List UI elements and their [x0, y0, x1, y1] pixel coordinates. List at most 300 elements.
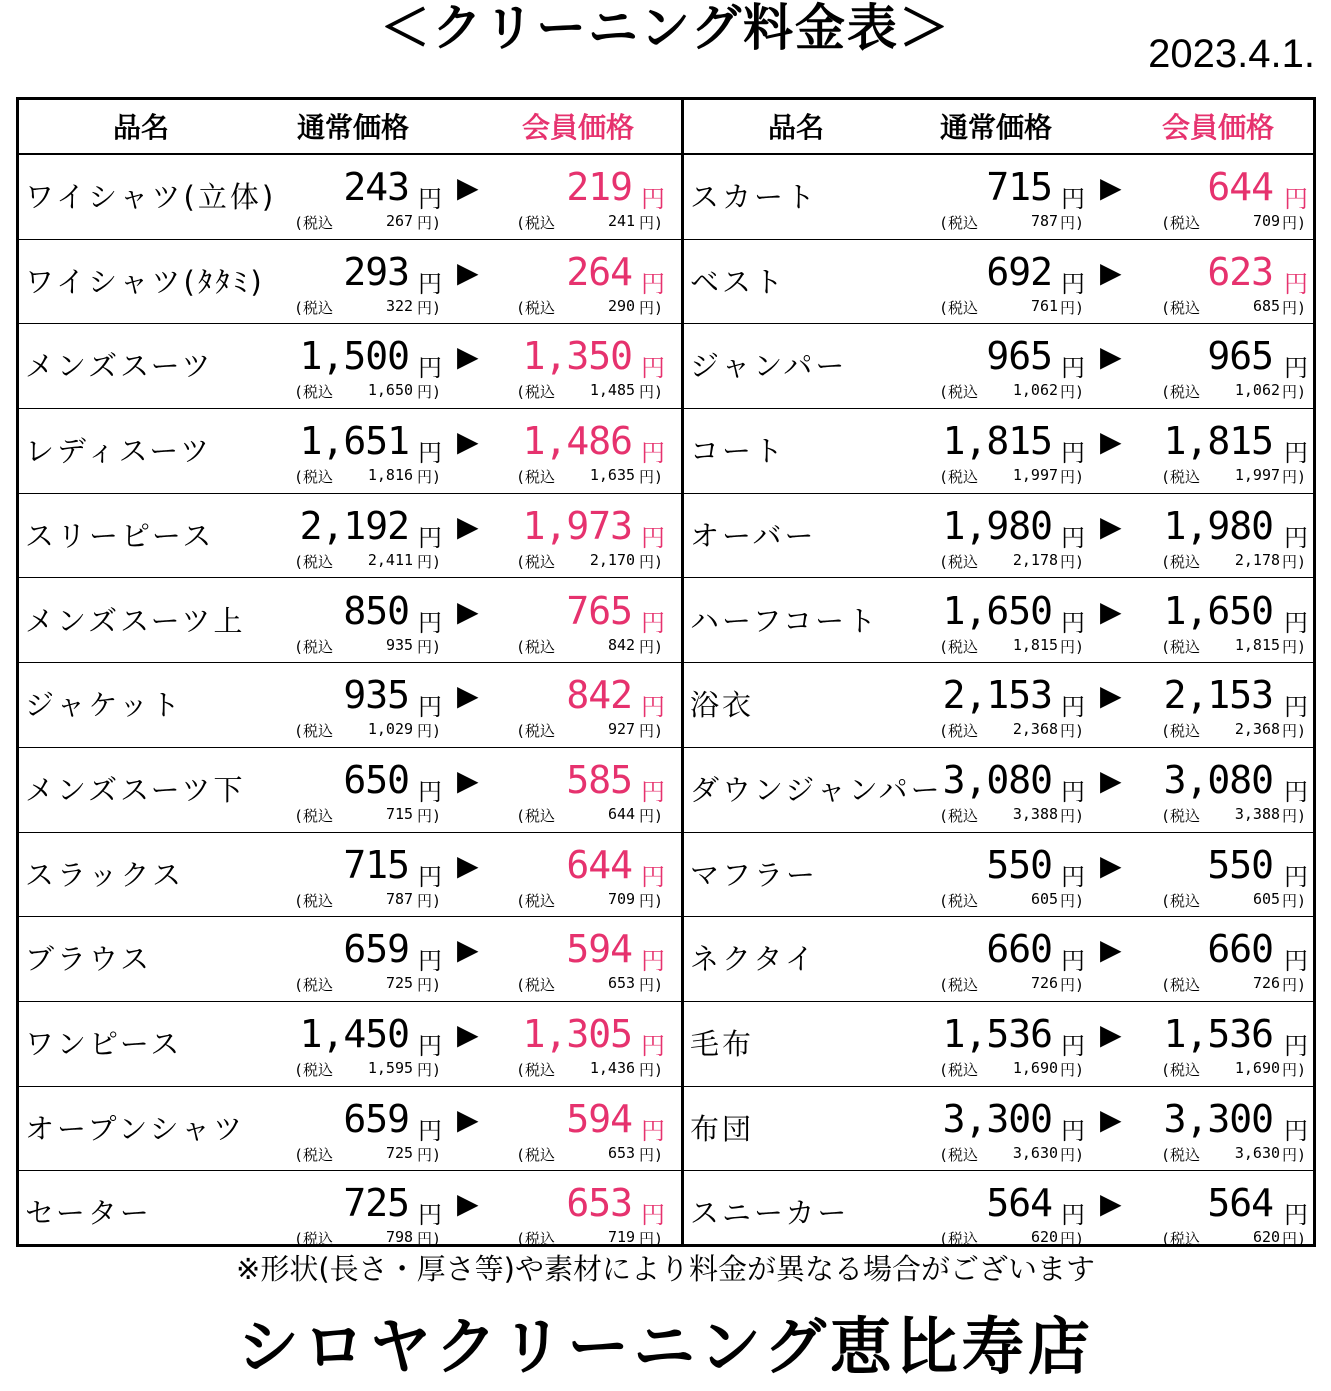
tax-prefix: (税込	[1161, 722, 1201, 741]
tax-prefix: (税込	[516, 1145, 556, 1164]
member-tax-price	[1161, 635, 1281, 657]
regular-price: 1,450	[299, 1012, 409, 1056]
tax-suffix: 円)	[1282, 1145, 1307, 1164]
tax-value: 842	[607, 635, 636, 654]
yen-unit: 円	[418, 693, 442, 722]
member-price: 644	[1207, 165, 1273, 209]
regular-tax-price	[294, 466, 414, 487]
tax-suffix: 円)	[1060, 214, 1085, 232]
tax-value: 725	[385, 974, 414, 993]
member-price: 594	[566, 1096, 632, 1141]
yen-unit: 円	[1061, 693, 1085, 722]
regular-tax-price	[939, 974, 1059, 995]
tax-value: 1,595	[367, 1059, 414, 1077]
member-price: 1,305	[522, 1012, 632, 1056]
member-tax-price	[516, 550, 636, 572]
tax-value: 1,815	[1012, 635, 1059, 654]
regular-tax-price	[294, 1143, 414, 1165]
item-name: ハーフコート	[690, 603, 880, 638]
item-name: 布団	[690, 1111, 755, 1146]
regular-tax-price	[294, 720, 414, 741]
arrow-icon: ▶	[457, 255, 479, 289]
tax-suffix: 円)	[639, 383, 664, 402]
tax-prefix: (税込	[294, 1061, 334, 1079]
arrow-icon: ▶	[1100, 340, 1122, 374]
member-tax-price	[1161, 1059, 1281, 1080]
table-row	[19, 917, 681, 1002]
tax-value: 2,411	[367, 550, 414, 569]
tax-value: 1,650	[367, 381, 414, 400]
item-name: ネクタイ	[690, 942, 817, 977]
arrow-icon: ▶	[1100, 255, 1122, 289]
tax-suffix: 円)	[639, 891, 664, 910]
tax-suffix: 円)	[639, 1061, 664, 1079]
tax-suffix: 円)	[639, 722, 664, 741]
yen-unit: 円	[418, 777, 442, 806]
tax-suffix: 円)	[1282, 976, 1307, 995]
tax-prefix: (税込	[294, 214, 334, 232]
tax-value: 653	[607, 974, 636, 993]
arrow-icon: ▶	[457, 171, 479, 204]
tax-value: 620	[1252, 1228, 1281, 1247]
tax-suffix: 円)	[639, 214, 664, 232]
tax-prefix: (税込	[294, 806, 334, 825]
regular-price: 660	[986, 927, 1052, 972]
tax-value: 761	[1030, 296, 1059, 315]
regular-price: 550	[986, 842, 1052, 887]
member-tax-price	[516, 296, 636, 318]
arrow-icon: ▶	[1100, 679, 1122, 713]
yen-unit: 円	[418, 1116, 442, 1145]
member-tax-price	[1161, 550, 1281, 572]
table-row	[19, 833, 681, 918]
member-price: 594	[566, 927, 632, 972]
member-price: 3,300	[1163, 1096, 1273, 1141]
tax-prefix: (税込	[1161, 552, 1201, 571]
table-row	[19, 240, 681, 325]
tax-prefix: (税込	[516, 891, 556, 910]
tax-prefix: (税込	[1161, 891, 1201, 910]
member-price: 965	[1207, 334, 1273, 379]
item-name: オープンシャツ	[25, 1111, 246, 1146]
tax-value: 1,436	[589, 1059, 636, 1077]
tax-value: 241	[607, 212, 636, 230]
table-row	[19, 324, 681, 409]
yen-unit: 円	[1284, 185, 1308, 213]
tax-value: 709	[1252, 212, 1281, 230]
arrow-icon: ▶	[457, 1018, 479, 1051]
member-price: 653	[566, 1181, 632, 1226]
tax-prefix: (税込	[939, 1061, 979, 1079]
regular-tax-price	[939, 635, 1059, 657]
tax-suffix: 円)	[417, 1145, 442, 1164]
regular-price: 1,980	[942, 503, 1052, 548]
tax-suffix: 円)	[1060, 468, 1085, 487]
tax-prefix: (税込	[516, 637, 556, 656]
yen-unit: 円	[641, 185, 665, 213]
member-tax-price	[516, 381, 636, 402]
yen-unit: 円	[641, 439, 665, 468]
item-name: ワイシャツ(立体)	[25, 180, 277, 214]
yen-unit: 円	[1061, 862, 1085, 891]
yen-unit: 円	[418, 354, 442, 383]
yen-unit: 円	[641, 947, 665, 976]
member-price: 2,153	[1163, 673, 1273, 718]
item-name: コート	[690, 434, 787, 469]
tax-suffix: 円)	[1060, 1061, 1085, 1079]
tax-value: 3,630	[1012, 1143, 1059, 1162]
regular-price: 1,815	[942, 419, 1052, 464]
regular-price: 715	[986, 165, 1052, 209]
tax-suffix: 円)	[417, 298, 442, 317]
tax-prefix: (税込	[1161, 1061, 1201, 1079]
regular-tax-price	[294, 296, 414, 318]
regular-tax-price	[939, 550, 1059, 572]
tax-prefix: (税込	[294, 1230, 334, 1249]
yen-unit: 円	[418, 608, 442, 637]
regular-price: 1,500	[299, 334, 409, 379]
tax-prefix: (税込	[294, 891, 334, 910]
yen-unit: 円	[641, 269, 665, 298]
member-price: 1,980	[1163, 503, 1273, 548]
arrow-icon: ▶	[1100, 1187, 1122, 1221]
yen-unit: 円	[418, 947, 442, 976]
tax-value: 1,816	[367, 466, 414, 485]
member-price: 550	[1207, 842, 1273, 887]
yen-unit: 円	[418, 1032, 442, 1060]
member-tax-price	[1161, 381, 1281, 402]
tax-prefix: (税込	[939, 1230, 979, 1249]
yen-unit: 円	[1284, 608, 1308, 637]
regular-price: 293	[343, 249, 409, 294]
tax-suffix: 円)	[417, 214, 442, 232]
price-table-left	[19, 100, 681, 1249]
table-row	[19, 1171, 681, 1256]
tax-value: 2,368	[1234, 720, 1281, 739]
tax-prefix: (税込	[516, 1061, 556, 1079]
item-name: ワンピース	[25, 1027, 183, 1061]
member-tax-price	[516, 635, 636, 657]
regular-price: 3,080	[942, 757, 1052, 802]
item-name: 浴衣	[690, 688, 755, 723]
tax-prefix: (税込	[516, 383, 556, 402]
tax-suffix: 円)	[1282, 214, 1307, 232]
yen-unit: 円	[418, 862, 442, 891]
tax-value: 605	[1030, 889, 1059, 908]
tax-value: 1,062	[1234, 381, 1281, 400]
header-name: 品名	[113, 111, 170, 144]
header-member: 会員価格	[522, 111, 635, 144]
member-price: 842	[566, 673, 632, 718]
member-tax-price	[516, 212, 636, 233]
header-regular: 通常価格	[940, 111, 1053, 144]
tax-suffix: 円)	[1060, 722, 1085, 741]
arrow-icon: ▶	[457, 933, 479, 967]
item-name: レディスーツ	[25, 434, 213, 469]
tax-suffix: 円)	[639, 1230, 664, 1249]
arrow-icon: ▶	[1100, 1018, 1122, 1051]
table-row	[684, 917, 1316, 1002]
item-name: スリーピース	[25, 518, 215, 553]
tax-prefix: (税込	[516, 976, 556, 995]
yen-unit: 円	[641, 777, 665, 806]
member-tax-price	[1161, 889, 1281, 911]
yen-unit: 円	[641, 693, 665, 722]
yen-unit: 円	[1284, 354, 1308, 383]
table-row	[684, 324, 1316, 409]
tax-prefix: (税込	[1161, 383, 1201, 402]
member-price: 1,650	[1163, 588, 1273, 633]
tax-suffix: 円)	[1282, 383, 1307, 402]
tax-value: 605	[1252, 889, 1281, 908]
page-title: ＜クリーニング料金表＞	[380, 0, 951, 57]
table-row	[19, 1087, 681, 1172]
member-price: 1,815	[1163, 419, 1273, 464]
tax-suffix: 円)	[1060, 1230, 1085, 1249]
member-tax-price	[516, 804, 636, 826]
tax-value: 620	[1030, 1228, 1059, 1247]
tax-value: 267	[385, 212, 414, 230]
regular-tax-price	[294, 804, 414, 826]
regular-price: 243	[343, 165, 409, 209]
tax-prefix: (税込	[939, 891, 979, 910]
tax-suffix: 円)	[1282, 1230, 1307, 1249]
regular-price: 935	[343, 673, 409, 718]
tax-value: 644	[607, 804, 636, 823]
yen-unit: 円	[1061, 523, 1085, 552]
arrow-icon: ▶	[1100, 509, 1122, 543]
tax-suffix: 円)	[1282, 1061, 1307, 1079]
arrow-icon: ▶	[457, 509, 479, 543]
regular-price: 650	[343, 757, 409, 802]
tax-suffix: 円)	[417, 976, 442, 995]
member-price: 3,080	[1163, 757, 1273, 802]
tax-prefix: (税込	[1161, 1230, 1201, 1249]
arrow-icon: ▶	[1100, 1102, 1122, 1136]
member-price: 585	[566, 757, 632, 802]
arrow-icon: ▶	[1100, 848, 1122, 882]
regular-tax-price	[294, 550, 414, 572]
tax-suffix: 円)	[417, 722, 442, 741]
tax-value: 322	[385, 296, 414, 315]
tax-value: 798	[385, 1228, 414, 1247]
regular-price: 1,651	[299, 419, 409, 464]
arrow-icon: ▶	[457, 425, 479, 459]
tax-value: 685	[1252, 296, 1281, 315]
regular-price: 725	[343, 1181, 409, 1226]
arrow-icon: ▶	[457, 679, 479, 713]
table-row	[684, 494, 1316, 579]
tax-prefix: (税込	[294, 298, 334, 317]
tax-prefix: (税込	[516, 552, 556, 571]
regular-tax-price	[939, 1059, 1059, 1080]
tax-prefix: (税込	[1161, 1145, 1201, 1164]
tax-value: 653	[607, 1143, 636, 1162]
tax-suffix: 円)	[1282, 552, 1307, 571]
tax-suffix: 円)	[1060, 891, 1085, 910]
tax-suffix: 円)	[1282, 806, 1307, 825]
regular-price: 715	[343, 842, 409, 887]
item-name: スニーカー	[690, 1196, 850, 1231]
regular-price: 564	[986, 1181, 1052, 1226]
regular-tax-price	[294, 635, 414, 657]
member-price: 644	[566, 842, 632, 887]
tax-prefix: (税込	[294, 383, 334, 402]
tax-suffix: 円)	[1060, 976, 1085, 995]
regular-tax-price	[939, 212, 1059, 233]
table-row	[684, 155, 1316, 240]
item-name: メンズスーツ下	[25, 772, 246, 807]
tax-prefix: (税込	[1161, 468, 1201, 487]
tax-prefix: (税込	[939, 214, 979, 232]
item-name: メンズスーツ	[25, 349, 214, 384]
member-price: 1,350	[522, 334, 632, 379]
table-row	[684, 1002, 1316, 1087]
tax-value: 1,635	[589, 466, 636, 485]
tax-prefix: (税込	[1161, 637, 1201, 656]
tax-prefix: (税込	[939, 1145, 979, 1164]
table-row	[684, 579, 1316, 664]
item-name: メンズスーツ上	[25, 603, 246, 638]
tax-suffix: 円)	[639, 552, 664, 571]
yen-unit: 円	[641, 862, 665, 891]
tax-suffix: 円)	[1060, 552, 1085, 571]
tax-suffix: 円)	[1282, 298, 1307, 317]
tax-prefix: (税込	[294, 637, 334, 656]
price-table	[16, 97, 1316, 1247]
yen-unit: 円	[641, 523, 665, 552]
header-regular: 通常価格	[297, 111, 410, 144]
tax-prefix: (税込	[516, 214, 556, 232]
table-row	[684, 409, 1316, 494]
tax-prefix: (税込	[294, 468, 334, 487]
tax-value: 2,178	[1012, 550, 1059, 569]
arrow-icon: ▶	[1100, 933, 1122, 967]
yen-unit: 円	[641, 1116, 665, 1145]
arrow-icon: ▶	[1100, 171, 1122, 204]
tax-suffix: 円)	[1282, 891, 1307, 910]
tax-value: 1,062	[1012, 381, 1059, 400]
item-name: マフラー	[690, 857, 819, 892]
regular-tax-price	[939, 804, 1059, 826]
tax-value: 719	[607, 1228, 636, 1247]
member-tax-price	[1161, 1228, 1281, 1249]
yen-unit: 円	[1284, 439, 1308, 468]
member-price: 660	[1207, 927, 1273, 972]
arrow-icon: ▶	[457, 848, 479, 882]
yen-unit: 円	[1284, 693, 1308, 722]
member-price: 564	[1207, 1181, 1273, 1226]
yen-unit: 円	[1061, 1116, 1085, 1145]
yen-unit: 円	[1061, 608, 1085, 637]
tax-suffix: 円)	[417, 1061, 442, 1079]
yen-unit: 円	[1284, 523, 1308, 552]
tax-value: 2,170	[589, 550, 636, 569]
tax-suffix: 円)	[639, 637, 664, 656]
tax-value: 3,388	[1234, 804, 1281, 823]
yen-unit: 円	[1284, 777, 1308, 806]
item-name: オーバー	[690, 518, 817, 553]
member-tax-price	[1161, 974, 1281, 995]
tax-value: 1,690	[1234, 1059, 1281, 1077]
tax-suffix: 円)	[1282, 468, 1307, 487]
regular-tax-price	[939, 296, 1059, 318]
tax-prefix: (税込	[516, 298, 556, 317]
regular-price: 659	[343, 1096, 409, 1141]
tax-suffix: 円)	[639, 806, 664, 825]
yen-unit: 円	[418, 185, 442, 213]
item-name: ダウンジャンパー	[690, 772, 943, 807]
tax-suffix: 円)	[639, 298, 664, 317]
regular-price: 3,300	[942, 1096, 1052, 1141]
item-name: ブラウス	[25, 942, 153, 977]
regular-tax-price	[294, 212, 414, 233]
tax-prefix: (税込	[939, 806, 979, 825]
table-header-left	[19, 100, 681, 155]
tax-suffix: 円)	[639, 1145, 664, 1164]
price-table-right	[684, 100, 1316, 1249]
yen-unit: 円	[641, 354, 665, 383]
arrow-icon: ▶	[457, 340, 479, 374]
tax-prefix: (税込	[294, 1145, 334, 1164]
yen-unit: 円	[418, 1201, 442, 1230]
yen-unit: 円	[641, 1201, 665, 1230]
tax-prefix: (税込	[1161, 976, 1201, 995]
tax-suffix: 円)	[1060, 806, 1085, 825]
tax-value: 1,997	[1012, 466, 1059, 485]
regular-price: 2,153	[942, 673, 1052, 718]
regular-price: 692	[986, 249, 1052, 294]
yen-unit: 円	[1284, 1116, 1308, 1145]
tax-suffix: 円)	[639, 468, 664, 487]
header-member: 会員価格	[1162, 111, 1275, 144]
tax-value: 726	[1252, 974, 1281, 993]
tax-suffix: 円)	[417, 806, 442, 825]
tax-suffix: 円)	[1282, 722, 1307, 741]
arrow-icon: ▶	[1100, 763, 1122, 797]
regular-tax-price	[939, 381, 1059, 402]
member-tax-price	[1161, 212, 1281, 233]
item-name: セーター	[25, 1196, 152, 1231]
tax-suffix: 円)	[1060, 383, 1085, 402]
tax-suffix: 円)	[639, 976, 664, 995]
table-row	[19, 663, 681, 748]
yen-unit: 円	[1284, 947, 1308, 976]
yen-unit: 円	[641, 608, 665, 637]
tax-prefix: (税込	[939, 468, 979, 487]
arrow-icon: ▶	[1100, 594, 1122, 628]
regular-tax-price	[294, 1228, 414, 1249]
tax-value: 2,368	[1012, 720, 1059, 739]
regular-tax-price	[294, 1059, 414, 1080]
arrow-icon: ▶	[457, 594, 479, 628]
regular-price: 965	[986, 334, 1052, 379]
tax-value: 1,690	[1012, 1059, 1059, 1077]
regular-price: 659	[343, 927, 409, 972]
yen-unit: 円	[1061, 1032, 1085, 1060]
tax-value: 726	[1030, 974, 1059, 993]
tax-value: 935	[385, 635, 414, 654]
arrow-icon: ▶	[457, 1102, 479, 1136]
member-tax-price	[1161, 804, 1281, 826]
tax-prefix: (税込	[939, 552, 979, 571]
table-header-right	[684, 100, 1316, 155]
yen-unit: 円	[1061, 439, 1085, 468]
tax-prefix: (税込	[294, 722, 334, 741]
tax-prefix: (税込	[294, 552, 334, 571]
tax-prefix: (税込	[1161, 806, 1201, 825]
yen-unit: 円	[1284, 862, 1308, 891]
